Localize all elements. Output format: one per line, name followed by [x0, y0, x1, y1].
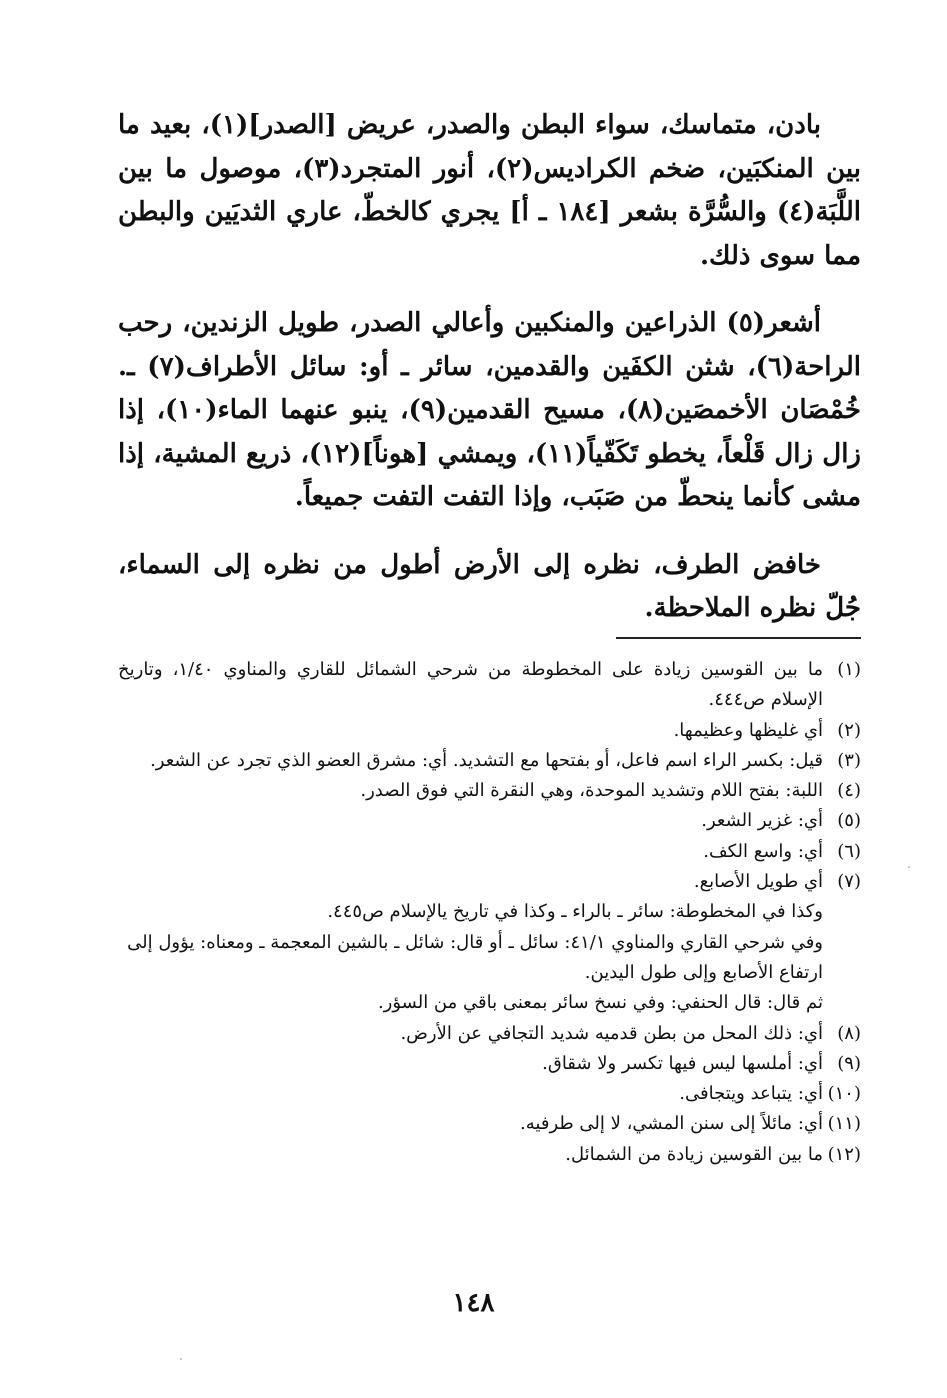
- footnote-text: أي: غزير الشعر.: [701, 810, 823, 832]
- paragraph-3: خافض الطرف، نظره إلى الأرض أطول من نظره إلى السماء، جُلّ نظره الملاحظة.: [118, 549, 861, 623]
- footnote-text: ما بين القوسين زيادة من الشمائل.: [565, 1143, 823, 1165]
- footnote-number: (٩): [837, 1052, 861, 1074]
- footnote-7: [118, 867, 861, 897]
- footnote-number: (١٠): [827, 1083, 861, 1105]
- footnote-2: [118, 716, 861, 746]
- footnote-number: (٧): [837, 871, 861, 893]
- footnote-11: [118, 1109, 861, 1139]
- footnote-number: (٢): [837, 719, 861, 741]
- footnote-number: (٨): [837, 1022, 861, 1044]
- footnote-7-continuation: وكذا في المخطوطة: سائر ـ بالراء ـ وكذا في تاريخ يالإسلام ص٤٤٥.: [327, 901, 823, 923]
- footnote-8: [118, 1019, 861, 1049]
- page-number: ١٤٨: [452, 1288, 495, 1318]
- footnote-number: (١١): [827, 1113, 861, 1135]
- footnote-12: [118, 1140, 861, 1170]
- footnote-number: (٣): [837, 749, 861, 771]
- footnote-text: ما بين القوسين زيادة على المخطوطة من شرحي الشمائل للقاري والمناوي ١/٤٠، وتاريخ الإسلام ص٤٤٤.: [118, 659, 823, 711]
- footnote-text: قيل: بكسر الراء اسم فاعل، أو بفتحها مع التشديد. أي: مشرق العضو الذي تجرد عن الشعر.: [150, 749, 823, 771]
- footnote-text: أي: ذلك المحل من بطن قدميه شديد التجافي عن الأرض.: [400, 1022, 823, 1044]
- footnote-number: (١): [837, 659, 861, 680]
- paragraph-2: أشعر(٥) الذراعين والمنكبين وأعالي الصدر، طويل الزندين، رحب الراحة(٦)، شثن الكفَين والقدمين، سائر ـ أو: سائل الأطراف(٧) ـ. خُمْصَان الأخمصَين(٨)، مسيح القدمين(٩)، ينبو عنهما الماء(١٠)، إذا زال زال قَلْعاً، يخطو تَكَفّياً(١١)، ويمشي [هوناً](١٢)، ذريع المشية، إذا مشى كأنما ينحطّ من صَبَب، وإذا التفت التفت جميعاً.: [118, 308, 861, 512]
- footnotes: [118, 655, 861, 1170]
- footnote-text: أي: واسع الكف.: [703, 840, 823, 862]
- footnote-1: [118, 655, 861, 716]
- footnote-number: (١٢): [827, 1143, 861, 1165]
- footnote-6: [118, 837, 861, 867]
- footnote-4: [118, 776, 861, 806]
- footnote-3: [118, 746, 861, 776]
- footnote-text: اللبة: بفتح اللام وتشديد الموحدة، وهي النقرة التي فوق الصدر.: [360, 780, 823, 802]
- footnote-text: أي: يتباعد ويتجافى.: [679, 1083, 823, 1105]
- footnote-7-continuation: وفي شرحي القاري والمناوي ٤١/١: سائل ـ أو قال: شائل ـ بالشين المعجمة ـ ومعناه: يؤول إلى ارتفاع الأصابع وإلى طول اليدين.: [127, 931, 823, 983]
- footnote-text: أي غليظها وعظيمها.: [673, 719, 823, 741]
- scan-speck: [908, 866, 910, 868]
- footnote-text: أي: أملسها ليس فيها تكسر ولا شقاق.: [542, 1052, 823, 1074]
- footnote-separator: [616, 637, 861, 639]
- footnote-10: [118, 1079, 861, 1109]
- footnote-7-continuation: ثم قال: قال الحنفي: وفي نسخ سائر بمعنى باقي من السؤر.: [377, 992, 823, 1014]
- paragraph-1: بادن، متماسك، سواء البطن والصدر، عريض [الصدر](١)، بعيد ما بين المنكبَين، ضخم الكراديس(٢)، أنور المتجرد(٣)، موصول ما بين اللَّبَة(٤) والسُّرَّة بشعر [١٨٤ ـ أ] يجري كالخطّ، عاري الثديَين والبطن مما سوى ذلك.: [118, 110, 861, 271]
- footnote-5: [118, 806, 861, 836]
- scan-speck: [180, 1358, 182, 1360]
- footnote-number: (٦): [837, 840, 861, 862]
- footnote-9: [118, 1049, 861, 1079]
- footnote-number: (٤): [837, 780, 861, 802]
- main-text: [118, 104, 861, 631]
- footnote-number: (٥): [837, 810, 861, 832]
- footnote-text: أي: مائلاً إلى سنن المشي، لا إلى طرفيه.: [520, 1113, 823, 1135]
- footnote-text: أي طويل الأصابع.: [693, 871, 823, 893]
